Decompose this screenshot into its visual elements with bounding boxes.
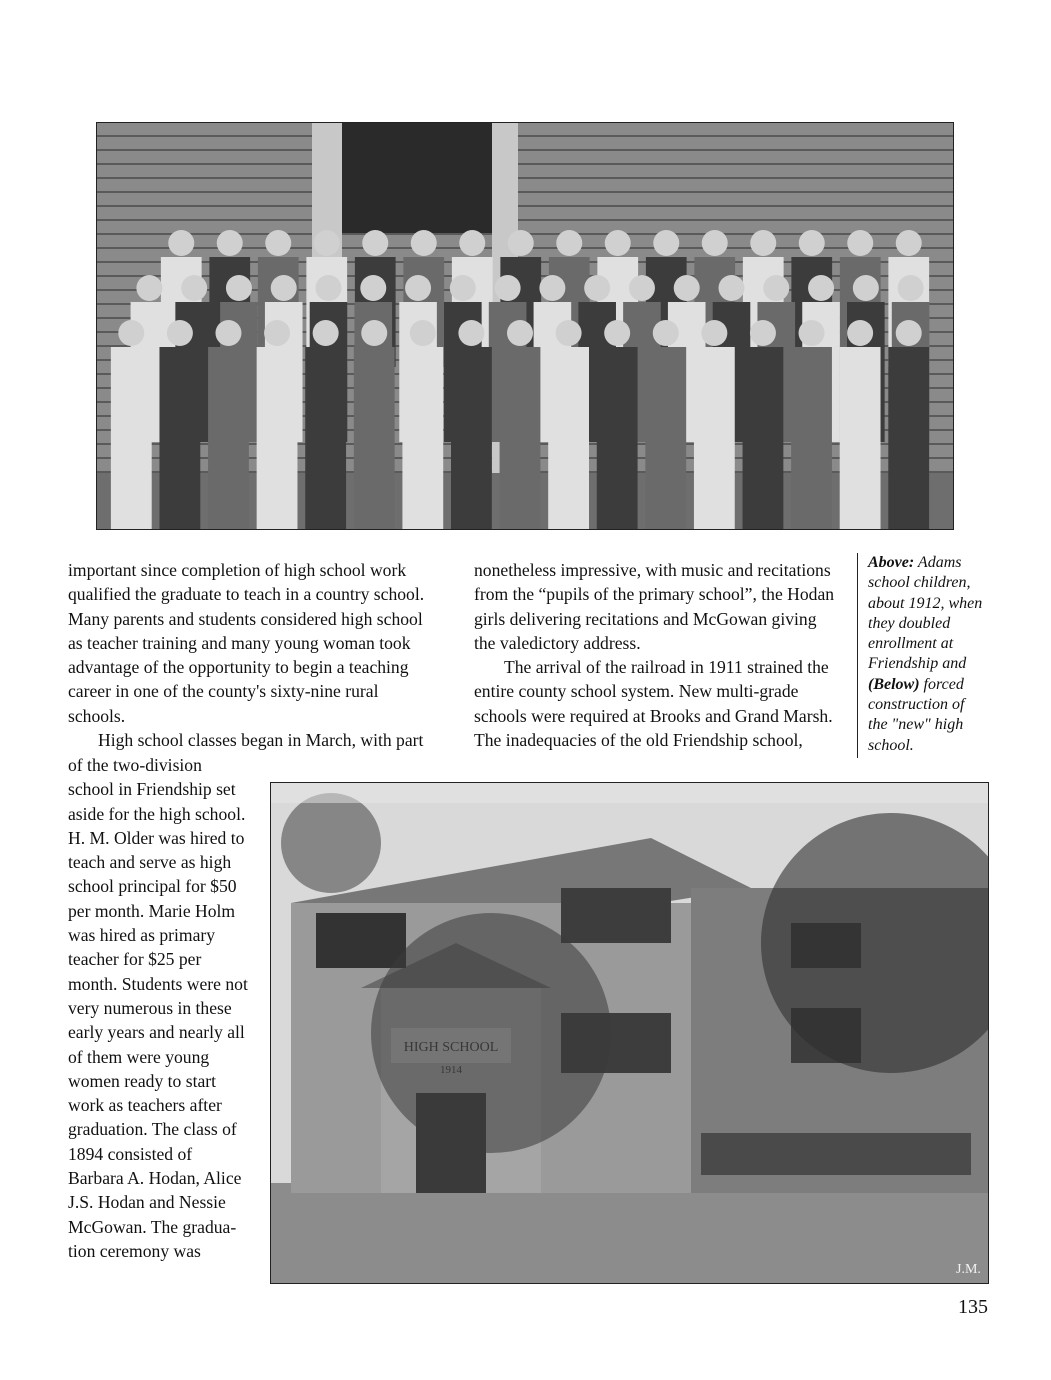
text-line: girls delivering recitations and McGowan giving (474, 608, 817, 629)
child-head (314, 230, 340, 256)
school-children-image (97, 123, 953, 529)
caption-line: Friendship and (868, 655, 967, 673)
child-head (217, 230, 243, 256)
child-head (653, 320, 679, 346)
caption-line: enrollment at (868, 635, 954, 653)
child-head (750, 230, 776, 256)
text-line: The inadequacies of the old Friendship school, (474, 730, 803, 751)
caption-below-label: (Below) (868, 675, 920, 693)
child-head (556, 230, 582, 256)
child-head (215, 320, 241, 346)
child-head (265, 230, 291, 256)
text-line: qualified the graduate to teach in a country school. (68, 584, 425, 605)
text-line: The arrival of the railroad in 1911 strained the (504, 657, 829, 678)
text-line: work as teachers after (68, 1095, 222, 1116)
child-body (208, 347, 249, 529)
child-head (118, 320, 144, 346)
child-head (362, 230, 388, 256)
child-head (847, 230, 873, 256)
text-line: Many parents and students considered high school (68, 608, 423, 629)
text-line: nonetheless impressive, with music and recitations (474, 560, 831, 580)
text-line: advantage of the opportunity to begin a teaching (68, 657, 409, 678)
photo-caption (857, 553, 996, 758)
child-body (743, 347, 784, 529)
child-head (411, 230, 437, 256)
child-head (584, 275, 610, 301)
child-head (556, 320, 582, 346)
text-line: teacher for $25 per (68, 949, 202, 970)
child-head (847, 320, 873, 346)
text-line: schools. (68, 705, 126, 726)
child-body (451, 347, 492, 529)
child-head (898, 275, 924, 301)
text-line: Barbara A. Hodan, Alice (68, 1168, 242, 1189)
child-head (808, 275, 834, 301)
text-line: H. M. Older was hired to (68, 827, 245, 848)
text-line: the valedictory address. (474, 632, 641, 653)
child-body (354, 347, 395, 529)
text-line: tion ceremony was (68, 1240, 201, 1261)
text-line: schools were required at Brooks and Grand Marsh. (474, 705, 833, 726)
left-column-narrow-text (68, 753, 263, 1263)
text-line: was hired as primary (68, 925, 216, 946)
child-body (111, 347, 152, 529)
caption-line (868, 553, 996, 573)
child-head (799, 230, 825, 256)
caption-line: school children, (868, 574, 971, 592)
child-head (226, 275, 252, 301)
child-head (605, 230, 631, 256)
child-head (507, 320, 533, 346)
child-head (653, 230, 679, 256)
text-line: career in one of the county's sixty-nine rural (68, 681, 379, 702)
caption-line (868, 675, 996, 695)
child-head (508, 230, 534, 256)
text-line: entire county school system. New multi-grade (474, 681, 799, 702)
text-line: of the two-division (68, 755, 202, 775)
high-school-building-photo (270, 782, 989, 1284)
caption-line: school. (868, 736, 914, 754)
child-body (305, 347, 346, 529)
child-body (257, 347, 298, 529)
child-head (629, 275, 655, 301)
child-head (360, 275, 386, 301)
child-body (645, 347, 686, 529)
text-line: 1894 consisted of (68, 1143, 193, 1164)
child-head (168, 230, 194, 256)
text-line: J.S. Hodan and Nessie (68, 1192, 226, 1213)
text-line: per month. Marie Holm (68, 900, 236, 921)
child-head (264, 320, 290, 346)
child-head (313, 320, 339, 346)
caption-line: they doubled (868, 614, 951, 632)
caption-text: forced (923, 675, 964, 693)
text-line: very numerous in these (68, 997, 232, 1018)
middle-column-text (474, 558, 854, 752)
child-head (701, 320, 727, 346)
child-head (495, 275, 521, 301)
caption-above-label: Above: (868, 554, 915, 571)
child-head (750, 320, 776, 346)
child-body (694, 347, 735, 529)
text-line: McGowan. The gradua- (68, 1216, 237, 1237)
child-head (405, 275, 431, 301)
text-line: women ready to start (68, 1070, 217, 1091)
text-line: High school classes began in March, with part (98, 730, 424, 751)
child-head (896, 320, 922, 346)
photographer-mark: J.M. (956, 1262, 981, 1277)
caption-line: construction of (868, 696, 965, 714)
child-head (136, 275, 162, 301)
text-line: teach and serve as high (68, 852, 232, 873)
child-body (791, 347, 832, 529)
child-head (853, 275, 879, 301)
text-line: school principal for $50 (68, 876, 237, 897)
text-line: aside for the high school. (68, 803, 246, 824)
text-line: of them were young (68, 1046, 210, 1067)
text-line: month. Students were not (68, 973, 248, 994)
child-head (316, 275, 342, 301)
text-line: important since completion of high school work (68, 560, 407, 580)
child-head (410, 320, 436, 346)
child-head (458, 320, 484, 346)
child-body (548, 347, 589, 529)
text-line: school in Friendship set (68, 779, 236, 800)
caption-text: Adams (917, 554, 962, 571)
child-head (271, 275, 297, 301)
child-body (597, 347, 638, 529)
child-head (896, 230, 922, 256)
page-number: 135 (958, 1296, 988, 1318)
child-head (604, 320, 630, 346)
child-body (159, 347, 200, 529)
child-head (674, 275, 700, 301)
school-children-photo (96, 122, 954, 530)
child-head (702, 230, 728, 256)
caption-line: about 1912, when (868, 594, 983, 612)
text-line: early years and nearly all (68, 1022, 245, 1043)
child-head (167, 320, 193, 346)
child-body (888, 347, 929, 529)
text-line: from the “pupils of the primary school”, the Hodan (474, 584, 835, 605)
child-body (500, 347, 541, 529)
child-head (763, 275, 789, 301)
child-head (799, 320, 825, 346)
high-school-building-image (271, 783, 988, 1283)
child-head (181, 275, 207, 301)
child-head (450, 275, 476, 301)
child-head (539, 275, 565, 301)
text-line: as teacher training and many young woman took (68, 632, 411, 653)
left-column-text (68, 558, 428, 752)
caption-line: the "new" high (868, 716, 964, 734)
child-head (459, 230, 485, 256)
text-line: graduation. The class of (68, 1119, 237, 1140)
child-head (719, 275, 745, 301)
child-body (840, 347, 881, 529)
child-body (402, 347, 443, 529)
child-head (361, 320, 387, 346)
